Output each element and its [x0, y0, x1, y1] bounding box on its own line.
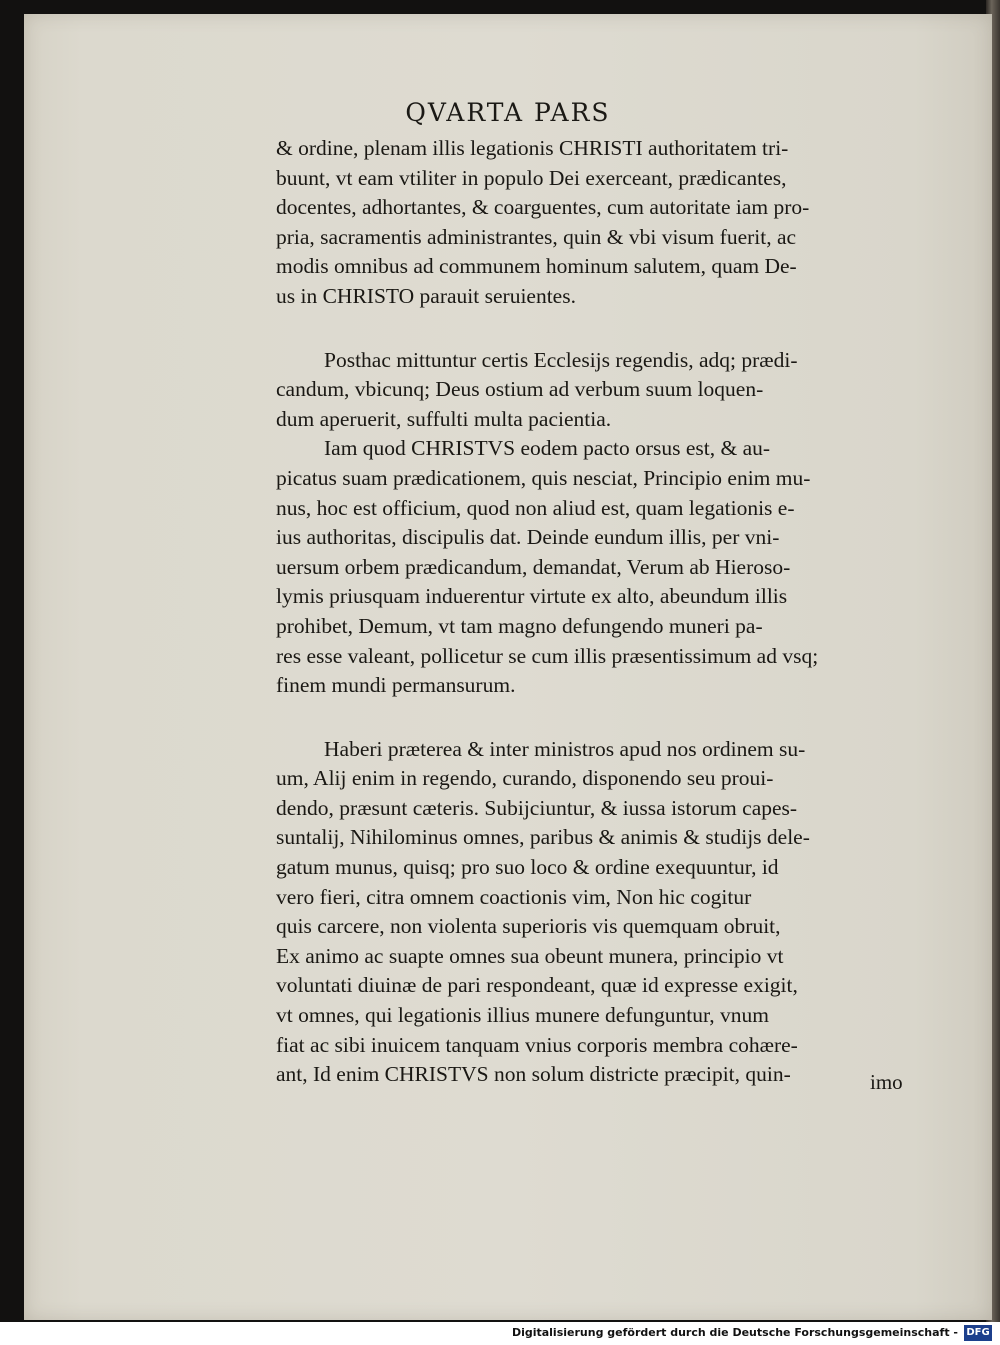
- text-line: dendo, præsunt cæteris. Subijciuntur, & iussa istorum capes-: [276, 795, 798, 820]
- text-line: um, Alij enim in regendo, curando, disponendo seu proui-: [276, 766, 774, 791]
- text-line: picatus suam prædicationem, quis nesciat, Principio enim mu-: [276, 465, 811, 490]
- paragraph-3: [276, 434, 916, 700]
- text-line: Iam quod CHRISTVS eodem pacto orsus est, & au-: [324, 436, 771, 461]
- text-line: gatum munus, quisq; pro suo loco & ordine exequuntur, id: [276, 855, 779, 880]
- text-line: voluntati diuinæ de pari respondeant, quæ id expresse exigit,: [276, 973, 798, 998]
- body-text: [276, 134, 916, 1090]
- dfg-logo[interactable]: DFG: [964, 1325, 992, 1341]
- text-line: suntalij, Nihilominus omnes, paribus & animis & studijs dele-: [276, 825, 810, 850]
- paragraph-4: [276, 735, 916, 1090]
- running-header: QVARTA PARS: [405, 98, 611, 127]
- text-line: Haberi præterea & inter ministros apud nos ordinem su-: [324, 736, 806, 761]
- text-line: & ordine, plenam illis legationis CHRISTI authoritatem tri-: [276, 136, 789, 160]
- text-line: ius authoritas, discipulis dat. Deinde eundum illis, per vni-: [276, 525, 780, 550]
- text-line: candum, vbicunq; Deus ostium ad verbum suum loquen-: [276, 377, 764, 402]
- paragraph-2: [276, 346, 916, 435]
- text-line: lymis priusquam induerentur virtute ex alto, abeundum illis: [276, 584, 788, 609]
- catchword: imo: [870, 1070, 903, 1094]
- text-line: finem mundi permansurum.: [276, 673, 516, 698]
- text-line: nus, hoc est officium, quod non aliud est, quam legationis e-: [276, 495, 795, 520]
- text-line: fiat ac sibi inuicem tanquam vnius corporis membra cohære-: [276, 1032, 798, 1057]
- text-line: pria, sacramentis administrantes, quin & vbi visum fuerit, ac: [276, 224, 797, 249]
- text-line: docentes, adhortantes, & coarguentes, cum autoritate iam pro-: [276, 195, 810, 220]
- text-line: buunt, vt eam vtiliter in populo Dei exerceant, prædicantes,: [276, 165, 787, 190]
- text-line: Ex animo ac suapte omnes sua obeunt munera, principio vt: [276, 943, 784, 968]
- paragraph-1: [276, 134, 916, 312]
- text-line: vero fieri, citra omnem coactionis vim, Non hic cogitur: [276, 884, 752, 909]
- text-line: vt omnes, qui legationis illius munere defunguntur, vnum: [276, 1003, 769, 1028]
- text-line: uersum orbem prædicandum, demandat, Verum ab Hieroso-: [276, 554, 791, 579]
- text-line: prohibet, Demum, vt tam magno defungendo muneri pa-: [276, 613, 763, 638]
- text-line: res esse valeant, pollicetur se cum illis præsentissimum ad vsq;: [276, 643, 819, 668]
- text-line: Posthac mittuntur certis Ecclesijs regendis, adq; prædi-: [324, 347, 798, 372]
- text-line: ant, Id enim CHRISTVS non solum districte præcipit, quin-: [276, 1062, 791, 1087]
- text-line: quis carcere, non violenta superioris vis quemquam obruit,: [276, 914, 781, 939]
- book-page: [24, 14, 992, 1320]
- text-line: dum aperuerit, suffulti multa pacientia.: [276, 406, 612, 431]
- footer-bar: [0, 1322, 1000, 1345]
- funding-credit: Digitalisierung gefördert durch die Deutsche Forschungsgemeinschaft -: [511, 1326, 958, 1339]
- text-line: modis omnibus ad communem hominum salutem, quam De-: [276, 254, 797, 279]
- text-line: us in CHRISTO parauit seruientes.: [276, 283, 576, 308]
